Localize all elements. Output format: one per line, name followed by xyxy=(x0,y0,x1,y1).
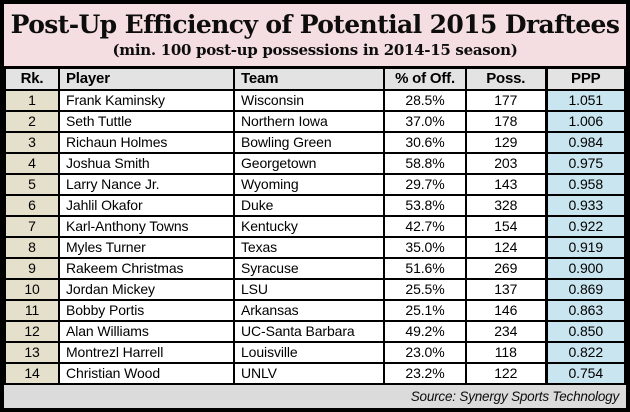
ppp-cell: 0.850 xyxy=(546,321,625,342)
player-cell: Alan Williams xyxy=(59,321,234,342)
table-row xyxy=(5,174,625,195)
team-cell: Bowling Green xyxy=(234,132,384,153)
player-cell: Richaun Holmes xyxy=(59,132,234,153)
ppp-cell: 0.754 xyxy=(546,363,625,384)
ppp-cell: 1.051 xyxy=(546,90,625,111)
pct-of-off-cell: 23.0% xyxy=(384,342,466,363)
team-cell: LSU xyxy=(234,279,384,300)
poss-cell: 269 xyxy=(466,258,546,279)
poss-cell: 146 xyxy=(466,300,546,321)
team-cell: Georgetown xyxy=(234,153,384,174)
player-cell: Rakeem Christmas xyxy=(59,258,234,279)
team-cell: Texas xyxy=(234,237,384,258)
team-cell: Syracuse xyxy=(234,258,384,279)
column-header-team: Team xyxy=(234,68,384,91)
pct-of-off-cell: 35.0% xyxy=(384,237,466,258)
ppp-cell: 1.006 xyxy=(546,111,625,132)
poss-cell: 129 xyxy=(466,132,546,153)
pct-of-off-cell: 25.1% xyxy=(384,300,466,321)
column-header-player: Player xyxy=(59,68,234,91)
page-subtitle: (min. 100 post-up possessions in 2014-15 season) xyxy=(112,41,518,59)
pct-of-off-cell: 23.2% xyxy=(384,363,466,384)
ppp-cell: 0.975 xyxy=(546,153,625,174)
column-header-pct-of-off: % of Off. xyxy=(384,68,466,91)
team-cell: Louisville xyxy=(234,342,384,363)
table-row xyxy=(5,321,625,342)
ppp-cell: 0.984 xyxy=(546,132,625,153)
rank-cell: 4 xyxy=(5,153,59,174)
rank-cell: 7 xyxy=(5,216,59,237)
pct-of-off-cell: 30.6% xyxy=(384,132,466,153)
pct-of-off-cell: 49.2% xyxy=(384,321,466,342)
pct-of-off-cell: 37.0% xyxy=(384,111,466,132)
column-header-rank: Rk. xyxy=(5,68,59,91)
ppp-cell: 0.869 xyxy=(546,279,625,300)
rank-cell: 6 xyxy=(5,195,59,216)
table-row xyxy=(5,216,625,237)
player-cell: Montrezl Harrell xyxy=(59,342,234,363)
table-row xyxy=(5,237,625,258)
ppp-cell: 0.900 xyxy=(546,258,625,279)
rank-cell: 2 xyxy=(5,111,59,132)
source-footer xyxy=(4,385,626,408)
team-cell: Wyoming xyxy=(234,174,384,195)
poss-cell: 328 xyxy=(466,195,546,216)
player-cell: Larry Nance Jr. xyxy=(59,174,234,195)
poss-cell: 118 xyxy=(466,342,546,363)
team-cell: Arkansas xyxy=(234,300,384,321)
column-header-poss: Poss. xyxy=(466,68,546,91)
pct-of-off-cell: 42.7% xyxy=(384,216,466,237)
poss-cell: 124 xyxy=(466,237,546,258)
ppp-cell: 0.919 xyxy=(546,237,625,258)
column-header-ppp: PPP xyxy=(546,68,625,91)
rank-cell: 1 xyxy=(5,90,59,111)
poss-cell: 143 xyxy=(466,174,546,195)
page-title: Post-Up Efficiency of Potential 2015 Draftees xyxy=(10,10,620,39)
table-row xyxy=(5,258,625,279)
rank-cell: 9 xyxy=(5,258,59,279)
title-block xyxy=(4,4,626,66)
table-row xyxy=(5,195,625,216)
poss-cell: 154 xyxy=(466,216,546,237)
pct-of-off-cell: 53.8% xyxy=(384,195,466,216)
rank-cell: 5 xyxy=(5,174,59,195)
poss-cell: 178 xyxy=(466,111,546,132)
table-row xyxy=(5,342,625,363)
rank-cell: 12 xyxy=(5,321,59,342)
source-credit: Source: Synergy Sports Technology xyxy=(410,389,619,404)
player-cell: Joshua Smith xyxy=(59,153,234,174)
player-cell: Christian Wood xyxy=(59,363,234,384)
table-row xyxy=(5,363,625,384)
ppp-cell: 0.958 xyxy=(546,174,625,195)
rank-cell: 14 xyxy=(5,363,59,384)
team-cell: UC-Santa Barbara xyxy=(234,321,384,342)
ppp-cell: 0.822 xyxy=(546,342,625,363)
rank-cell: 10 xyxy=(5,279,59,300)
rank-cell: 8 xyxy=(5,237,59,258)
postup-efficiency-table xyxy=(4,66,626,385)
pct-of-off-cell: 29.7% xyxy=(384,174,466,195)
rank-cell: 3 xyxy=(5,132,59,153)
table-row xyxy=(5,153,625,174)
pct-of-off-cell: 25.5% xyxy=(384,279,466,300)
poss-cell: 203 xyxy=(466,153,546,174)
rank-cell: 13 xyxy=(5,342,59,363)
player-cell: Bobby Portis xyxy=(59,300,234,321)
poss-cell: 122 xyxy=(466,363,546,384)
pct-of-off-cell: 28.5% xyxy=(384,90,466,111)
header-row xyxy=(5,68,625,91)
team-cell: Kentucky xyxy=(234,216,384,237)
pct-of-off-cell: 58.8% xyxy=(384,153,466,174)
pct-of-off-cell: 51.6% xyxy=(384,258,466,279)
poss-cell: 137 xyxy=(466,279,546,300)
table-body xyxy=(5,90,625,384)
ppp-cell: 0.922 xyxy=(546,216,625,237)
player-cell: Frank Kaminsky xyxy=(59,90,234,111)
player-cell: Karl-Anthony Towns xyxy=(59,216,234,237)
team-cell: Wisconsin xyxy=(234,90,384,111)
table-row xyxy=(5,90,625,111)
player-cell: Myles Turner xyxy=(59,237,234,258)
ppp-cell: 0.863 xyxy=(546,300,625,321)
team-cell: Northern Iowa xyxy=(234,111,384,132)
rank-cell: 11 xyxy=(5,300,59,321)
table-row xyxy=(5,132,625,153)
player-cell: Jahlil Okafor xyxy=(59,195,234,216)
table-row xyxy=(5,279,625,300)
poss-cell: 234 xyxy=(466,321,546,342)
team-cell: Duke xyxy=(234,195,384,216)
player-cell: Jordan Mickey xyxy=(59,279,234,300)
player-cell: Seth Tuttle xyxy=(59,111,234,132)
poss-cell: 177 xyxy=(466,90,546,111)
table-row xyxy=(5,300,625,321)
team-cell: UNLV xyxy=(234,363,384,384)
table-row xyxy=(5,111,625,132)
ppp-cell: 0.933 xyxy=(546,195,625,216)
